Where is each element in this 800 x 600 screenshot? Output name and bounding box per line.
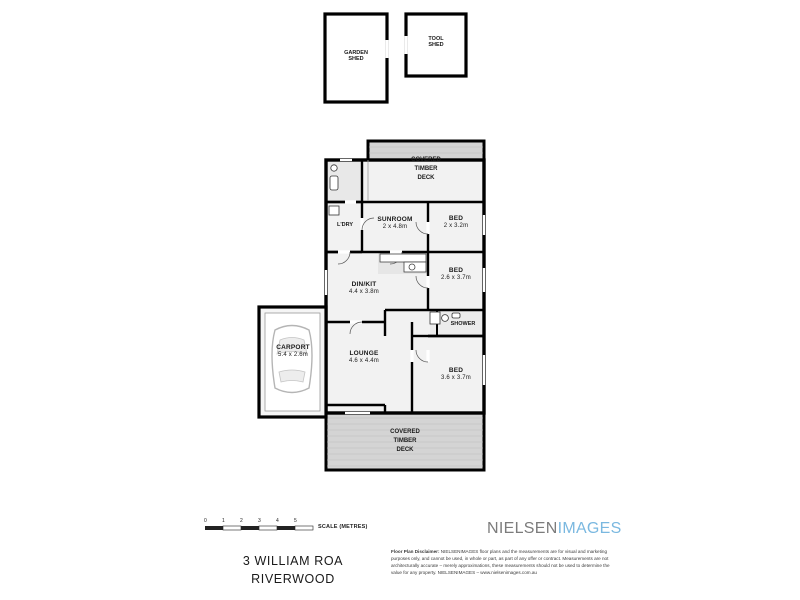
scale-bar [205,526,313,530]
address-line-1: 3 WILLIAM ROA [242,554,344,568]
din-kit-dim: 4.4 x 3.8m [348,289,379,296]
scale-title: SCALE (METRES) [318,524,368,530]
garden-shed-line2: SHED [348,56,364,62]
tool-shed-label [410,36,462,48]
logo-part-2: IMAGES [557,520,622,537]
lower-deck-line3: DECK [396,447,414,453]
shed-door-openings [387,36,406,58]
scale-tick-0: 0 [204,518,207,524]
garden-shed-label [330,50,382,62]
upper-deck-label [386,156,466,183]
bed-1-dim: 2 x 3.2m [443,223,469,230]
bed-1-name: BED [448,215,464,222]
bed-2-name: BED [448,267,464,274]
upper-deck-line1: COVERED [411,157,441,163]
property-address [203,552,383,588]
upper-deck-line2: TIMBER [414,166,438,172]
tool-shed-line2: SHED [428,42,444,48]
bed-3-name: BED [448,367,464,374]
carport-name: CARPORT [276,344,310,351]
lounge-name: LOUNGE [349,350,379,357]
upper-deck-line3: DECK [417,175,435,181]
disclaimer-text: NIELSENIMAGES floor plans and the measurements are for visual and marketing purposes only, and cannot be used, in whole or part, as part of any offer or contract. Measurements are not architecturally accurate – merely approximations, these measurements should not be used to determine the value for any property. NIELSENIMAGES – www.nielsenimages.com.au [391,549,610,575]
sunroom-name: SUNROOM [377,216,413,223]
floor-plan-disclaimer [391,549,611,577]
carport-dim: 5.4 x 2.6m [277,352,308,359]
bed-2-dim: 2.6 x 3.7m [440,275,471,282]
lower-deck-line1: COVERED [390,429,420,435]
scale-tick-4: 4 [276,518,279,524]
address-line-2: RIVERWOOD [251,572,335,587]
scale-tick-3: 3 [258,518,261,524]
bed-3-dim: 3.6 x 3.7m [440,375,471,382]
disclaimer-heading: Floor Plan Disclaimer: [391,549,440,554]
lower-deck-label [365,428,445,455]
scale-tick-2: 2 [240,518,243,524]
lower-deck-line2: TIMBER [393,438,417,444]
nielsen-images-logo [487,520,622,538]
din-kit-name: DIN/KIT [351,281,377,288]
car-icon [272,326,312,393]
tool-shed-line1: TOOL [428,36,444,42]
sunroom-dim: 2 x 4.8m [382,224,408,231]
scale-tick-5: 5 [294,518,297,524]
bathroom-fixtures [330,165,338,190]
laundry-fixtures [329,206,339,215]
garden-shed-line1: GARDEN [344,50,368,56]
lounge-dim: 4.6 x 4.4m [348,358,379,365]
room-label-laundry: L'DRY [336,222,354,228]
logo-part-1: NIELSEN [487,520,558,537]
room-label-shower: SHOWER [450,321,476,327]
scale-tick-1: 1 [222,518,225,524]
